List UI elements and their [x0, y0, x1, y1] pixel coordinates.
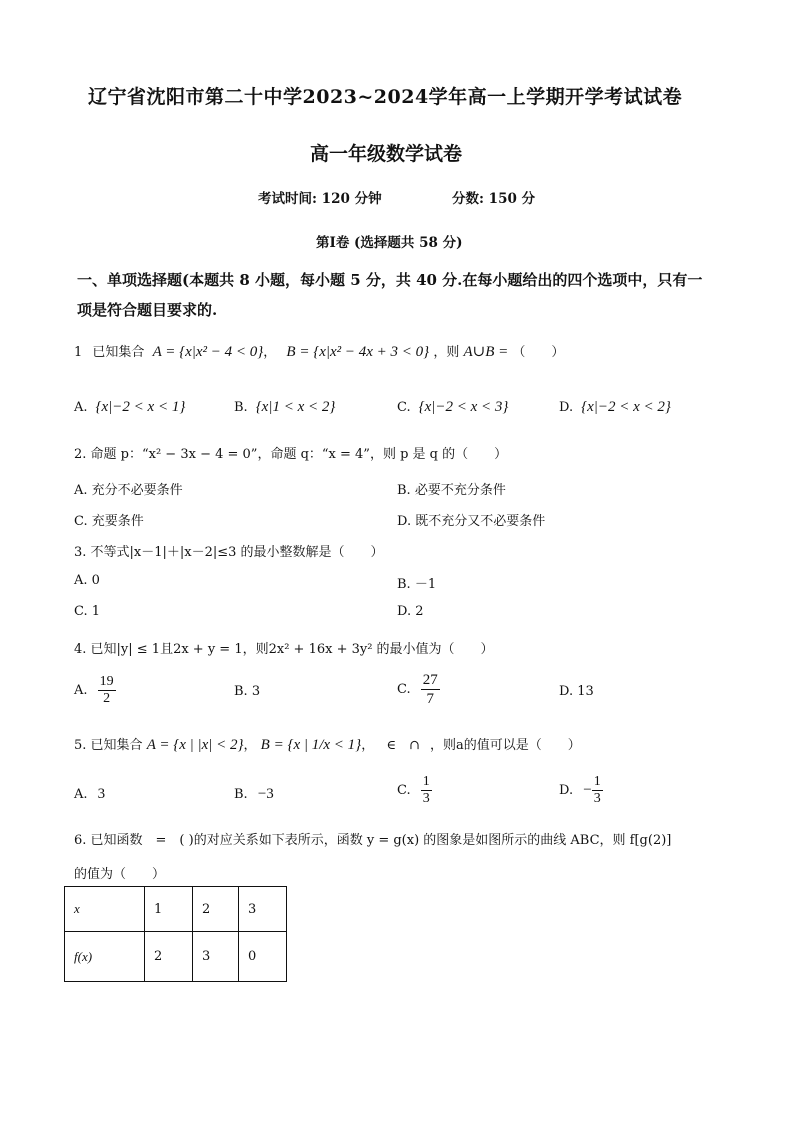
q1-suffix: ，则: [433, 345, 460, 360]
q2-option-a: A. 充分不必要条件: [74, 483, 183, 498]
q1-set-b: B = {x|x² − 4x + 3 < 0}: [286, 344, 430, 360]
question-6-line2: 的值为（ ）: [74, 867, 166, 882]
table-cell: f(x): [65, 932, 145, 982]
q5-option-b: B. −3: [234, 786, 274, 802]
document-title: 辽宁省沈阳市第二十中学2023~2024学年高一上学期开学考试试卷: [88, 86, 683, 108]
q5-number: 5.: [74, 738, 87, 753]
question-2: 2. 命题 p：“x² − 3x − 4 = 0”，命题 q：“x = 4”，则 p 是 q 的（ ）: [74, 447, 508, 462]
q1-set-a: A = {x|x² − 4 < 0}: [152, 344, 264, 360]
exam-score: 分数: 150 分: [452, 191, 536, 207]
q5-option-d: D. − $\frac{1}{3}$: [559, 774, 601, 806]
q2-option-c: C. 充要条件: [74, 514, 144, 529]
table-header-cell: x: [65, 887, 145, 932]
q5-set-b: B = {x | 1/x < 1}: [260, 737, 362, 753]
q1-paren: （ ）: [512, 345, 565, 360]
q3-option-b: B. －1: [397, 577, 437, 592]
exam-time: 考试时间: 120 分钟: [258, 191, 382, 207]
part-heading: 第Ⅰ卷 (选择题共 58 分): [316, 235, 463, 251]
q1-option-b: B. {x|1 < x < 2}: [234, 399, 336, 415]
q1-target: A∪B =: [463, 344, 509, 360]
q3-option-a: A. 0: [74, 573, 100, 588]
question-4: 4. 已知|y| ≤ 1且2x + y = 1，则2x² + 16x + 3y² 的最小值为（ ）: [74, 642, 494, 657]
table-cell: 0: [239, 932, 287, 982]
section-heading-line2: 项是符合题目要求的.: [77, 301, 218, 319]
table-cell: 2: [145, 932, 193, 982]
q5-option-c: C. $\frac{1}{3}$: [397, 774, 430, 806]
q1-option-a: A. {x|−2 < x < 1}: [74, 399, 186, 415]
table-header-cell: 2: [193, 887, 239, 932]
q1-option-c: C. {x|−2 < x < 3}: [397, 399, 509, 415]
q4-option-a: A. $\frac{19}{2}$: [74, 674, 114, 706]
q1-prefix: 已知集合: [92, 345, 145, 360]
function-table: [64, 886, 287, 982]
q5-mid: ∈ ∩: [386, 738, 420, 753]
question-5: 5. 已知集合 A = {x | |x| < 2}， B = {x | 1/x < 1}， ∈ ∩ ，则a的值可以是（ ）: [74, 737, 581, 753]
q5-suffix: ，则a的值可以是（ ）: [430, 738, 581, 753]
question-1: 1 已知集合 A = {x|x² − 4 < 0}， B = {x|x² − 4x + 3 < 0} ，则 A∪B = （ ）: [74, 344, 565, 360]
table-cell: 3: [193, 932, 239, 982]
question-6-line1: 6. 已知函数 = ( )的对应关系如下表所示，函数 y = g(x) 的图象是如图所示的曲线 ABC，则 f[g(2)]: [74, 833, 672, 848]
q2-option-d: D. 既不充分又不必要条件: [397, 514, 546, 529]
table-header-cell: 1: [145, 887, 193, 932]
q4-option-d: D. 13: [559, 684, 594, 699]
q2-option-b: B. 必要不充分条件: [397, 483, 506, 498]
question-3: 3. 不等式|x－1|＋|x－2|≤3 的最小整数解是（ ）: [74, 545, 384, 560]
section-heading-line1: 一、单项选择题(本题共 8 小题，每小题 5 分，共 40 分.在每小题给出的四个选项中，只有一: [77, 271, 703, 289]
q5-set-a: A = {x | |x| < 2}: [146, 737, 244, 753]
table-row: [65, 887, 287, 932]
q4-option-c: C. $\frac{27}{7}$: [397, 672, 438, 707]
exam-subtitle: 高一年级数学试卷: [310, 143, 463, 165]
q1-option-d: D. {x|−2 < x < 2}: [559, 399, 671, 415]
q4-option-b: B. 3: [234, 684, 261, 699]
q5-prefix: 已知集合: [90, 738, 143, 753]
table-row: [65, 932, 287, 982]
q3-option-c: C. 1: [74, 604, 101, 619]
q1-number: 1: [74, 345, 83, 360]
q3-option-d: D. 2: [397, 604, 424, 619]
q5-option-a: A. 3: [74, 786, 106, 802]
table-header-cell: 3: [239, 887, 287, 932]
